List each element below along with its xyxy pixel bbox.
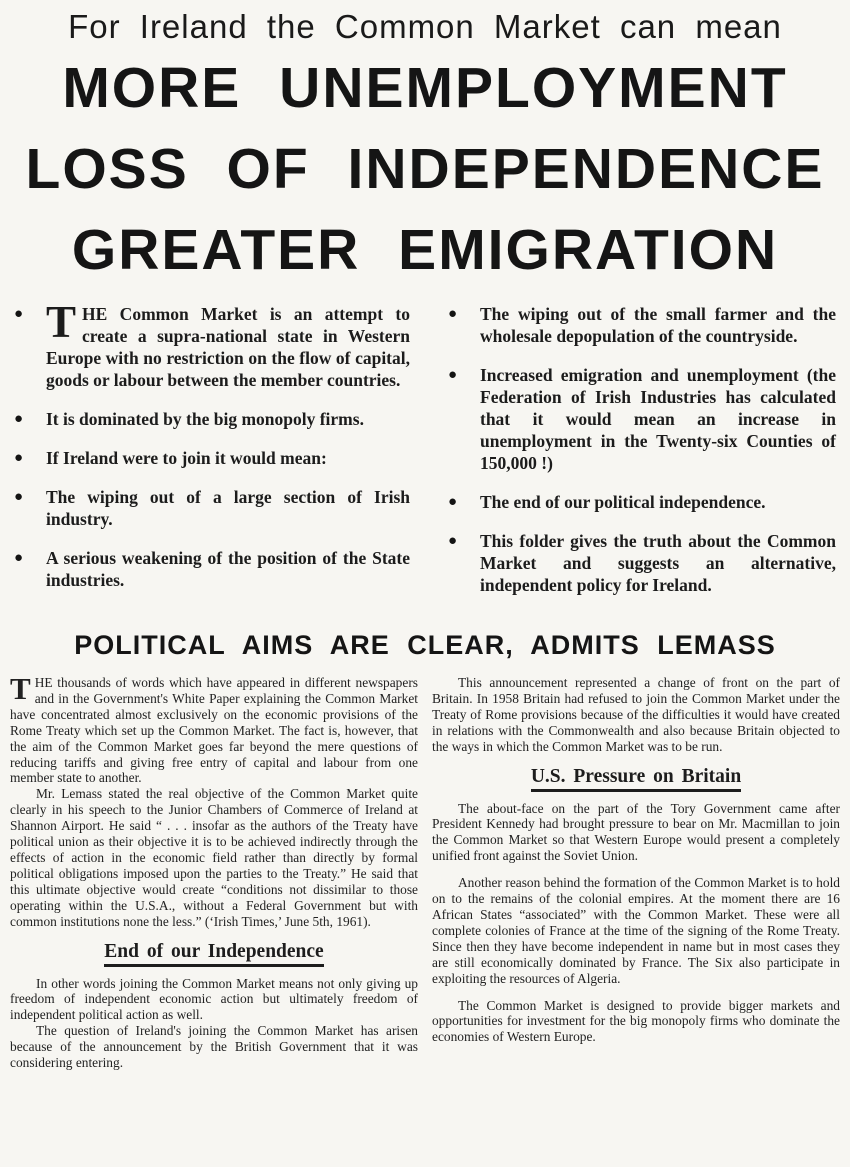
bullet-item — [448, 530, 836, 596]
bullet-item — [14, 297, 410, 391]
bullet-text: The wiping out of a large section of Irish industry. — [46, 487, 410, 529]
bullet-column-right — [434, 303, 836, 624]
bullet-item — [448, 303, 836, 347]
bullet-text: The wiping out of the small farmer and the wholesale depopulation of the countryside. — [480, 304, 836, 346]
paragraph: The Common Market is designed to provide bigger markets and opportunities for investment for the big monopoly firms who dominate the economies of Western Europe. — [432, 997, 840, 1045]
paragraph: The about-face on the part of the Tory Government came after President Kennedy had brought pressure to bear on Mr. Macmillan to join the Common Market so that Western Europe would present a completely unified front against the Soviet Union. — [432, 800, 840, 864]
bullet-text: Increased emigration and unemployment (the Federation of Irish Industries has calculated that it would mean an increase in unemployment in the Twenty-six Counties of 150,000 !) — [480, 365, 836, 473]
bullet-item — [14, 547, 410, 591]
sub-heading — [10, 941, 418, 967]
article-column-left — [10, 671, 418, 1071]
bullet-item — [14, 447, 410, 469]
sub-heading — [432, 766, 840, 792]
bullet-item — [448, 491, 836, 513]
section-heading: POLITICAL AIMS ARE CLEAR, ADMITS LEMASS — [74, 630, 776, 660]
bullet-text: This folder gives the truth about the Common Market and suggests an alternative, independent policy for Ireland. — [480, 531, 836, 595]
bullet-column-left — [14, 297, 410, 624]
bullet-text: THE Common Market is an attempt to create a supra-national state in Western Europe with no restriction on the flow of capital, goods or labour between the member countries. — [46, 297, 410, 390]
bullet-icon: ● — [14, 489, 24, 505]
article-section — [0, 661, 850, 1071]
article-column-right — [432, 675, 840, 1071]
drop-cap: T — [10, 671, 31, 706]
drop-cap: T — [46, 297, 77, 347]
bullet-icon: ● — [14, 306, 24, 322]
bullet-item — [448, 364, 836, 474]
bullet-item — [14, 408, 410, 430]
bullet-icon: ● — [14, 550, 24, 566]
bullet-icon: ● — [448, 494, 458, 510]
headline-block — [0, 48, 850, 291]
headline-line-2: LOSS OF INDEPENDENCE — [25, 137, 825, 201]
headline-line-1: MORE UNEMPLOYMENT — [62, 56, 788, 120]
headline-line-3: GREATER EMIGRATION — [71, 218, 779, 282]
kicker-line: For Ireland the Common Market can mean — [68, 8, 782, 45]
sub-heading-text: End of our Independence — [104, 941, 323, 967]
bullet-item — [14, 486, 410, 530]
paragraph: The question of Ireland's joining the Common Market has arisen because of the announcement by the British Government that it was considering entering. — [10, 1023, 418, 1071]
paragraph: Mr. Lemass stated the real objective of the Common Market quite clearly in his speech to the Junior Chambers of Commerce of Ireland at Shannon Airport. He said “ . . . insofar as the authors of the Treaty have political union as their objective it is to be achieved indirectly through the effects of action in the economic field rather than directly by formal political obligations imposed upon the parties to the Treaty.” He said that this ultimate objective would create “conditions not dissimilar to those operating within the U.S.A., without a Federal Government but with common institutions none the less.” (‘Irish Times,’ June 5th, 1961). — [10, 786, 418, 929]
bullet-section — [0, 291, 850, 624]
paragraph: THE thousands of words which have appeared in different newspapers and in the Government's White Paper explaining the Common Market have concentrated almost exclusively on the economic provisions of the Rome Treaty which set up the Common Market. The fact is, however, that the aim of the Common Market goes far beyond the mere questions of reducing tariffs and giving free entry of capital and labour from one member state to another. — [10, 671, 418, 786]
paragraph: This announcement represented a change of front on the part of Britain. In 1958 Britain had refused to join the Common Market under the Treaty of Rome provisions because of the difficulties it would have created in relations with the Commonwealth and also because Britain objected to the ways in which the Common Market was to be run. — [432, 675, 840, 754]
bullet-text: A serious weakening of the position of the State industries. — [46, 548, 410, 590]
bullet-text: The end of our political independence. — [480, 492, 766, 512]
sub-heading-text: U.S. Pressure on Britain — [531, 766, 741, 792]
bullet-icon: ● — [448, 306, 458, 322]
bullet-icon: ● — [448, 367, 458, 383]
bullet-text: It is dominated by the big monopoly firms. — [46, 409, 364, 429]
bullet-icon: ● — [14, 450, 24, 466]
bullet-icon: ● — [448, 533, 458, 549]
bullet-text: If Ireland were to join it would mean: — [46, 448, 327, 468]
bullet-icon: ● — [14, 411, 24, 427]
paragraph: In other words joining the Common Market means not only giving up freedom of independent economic action but ultimately freedom of independent political action as well. — [10, 975, 418, 1023]
paragraph: Another reason behind the formation of the Common Market is to hold on to the remains of the colonial empires. At the moment there are 16 African States “associated” with the Common Market. These were all complete colonies of France at the time of the signing of the Rome Treaty. Since then they have become independent in name but in most cases they are still economically dominated by France. The Six also participate in exploiting the resources of Algeria. — [432, 875, 840, 986]
